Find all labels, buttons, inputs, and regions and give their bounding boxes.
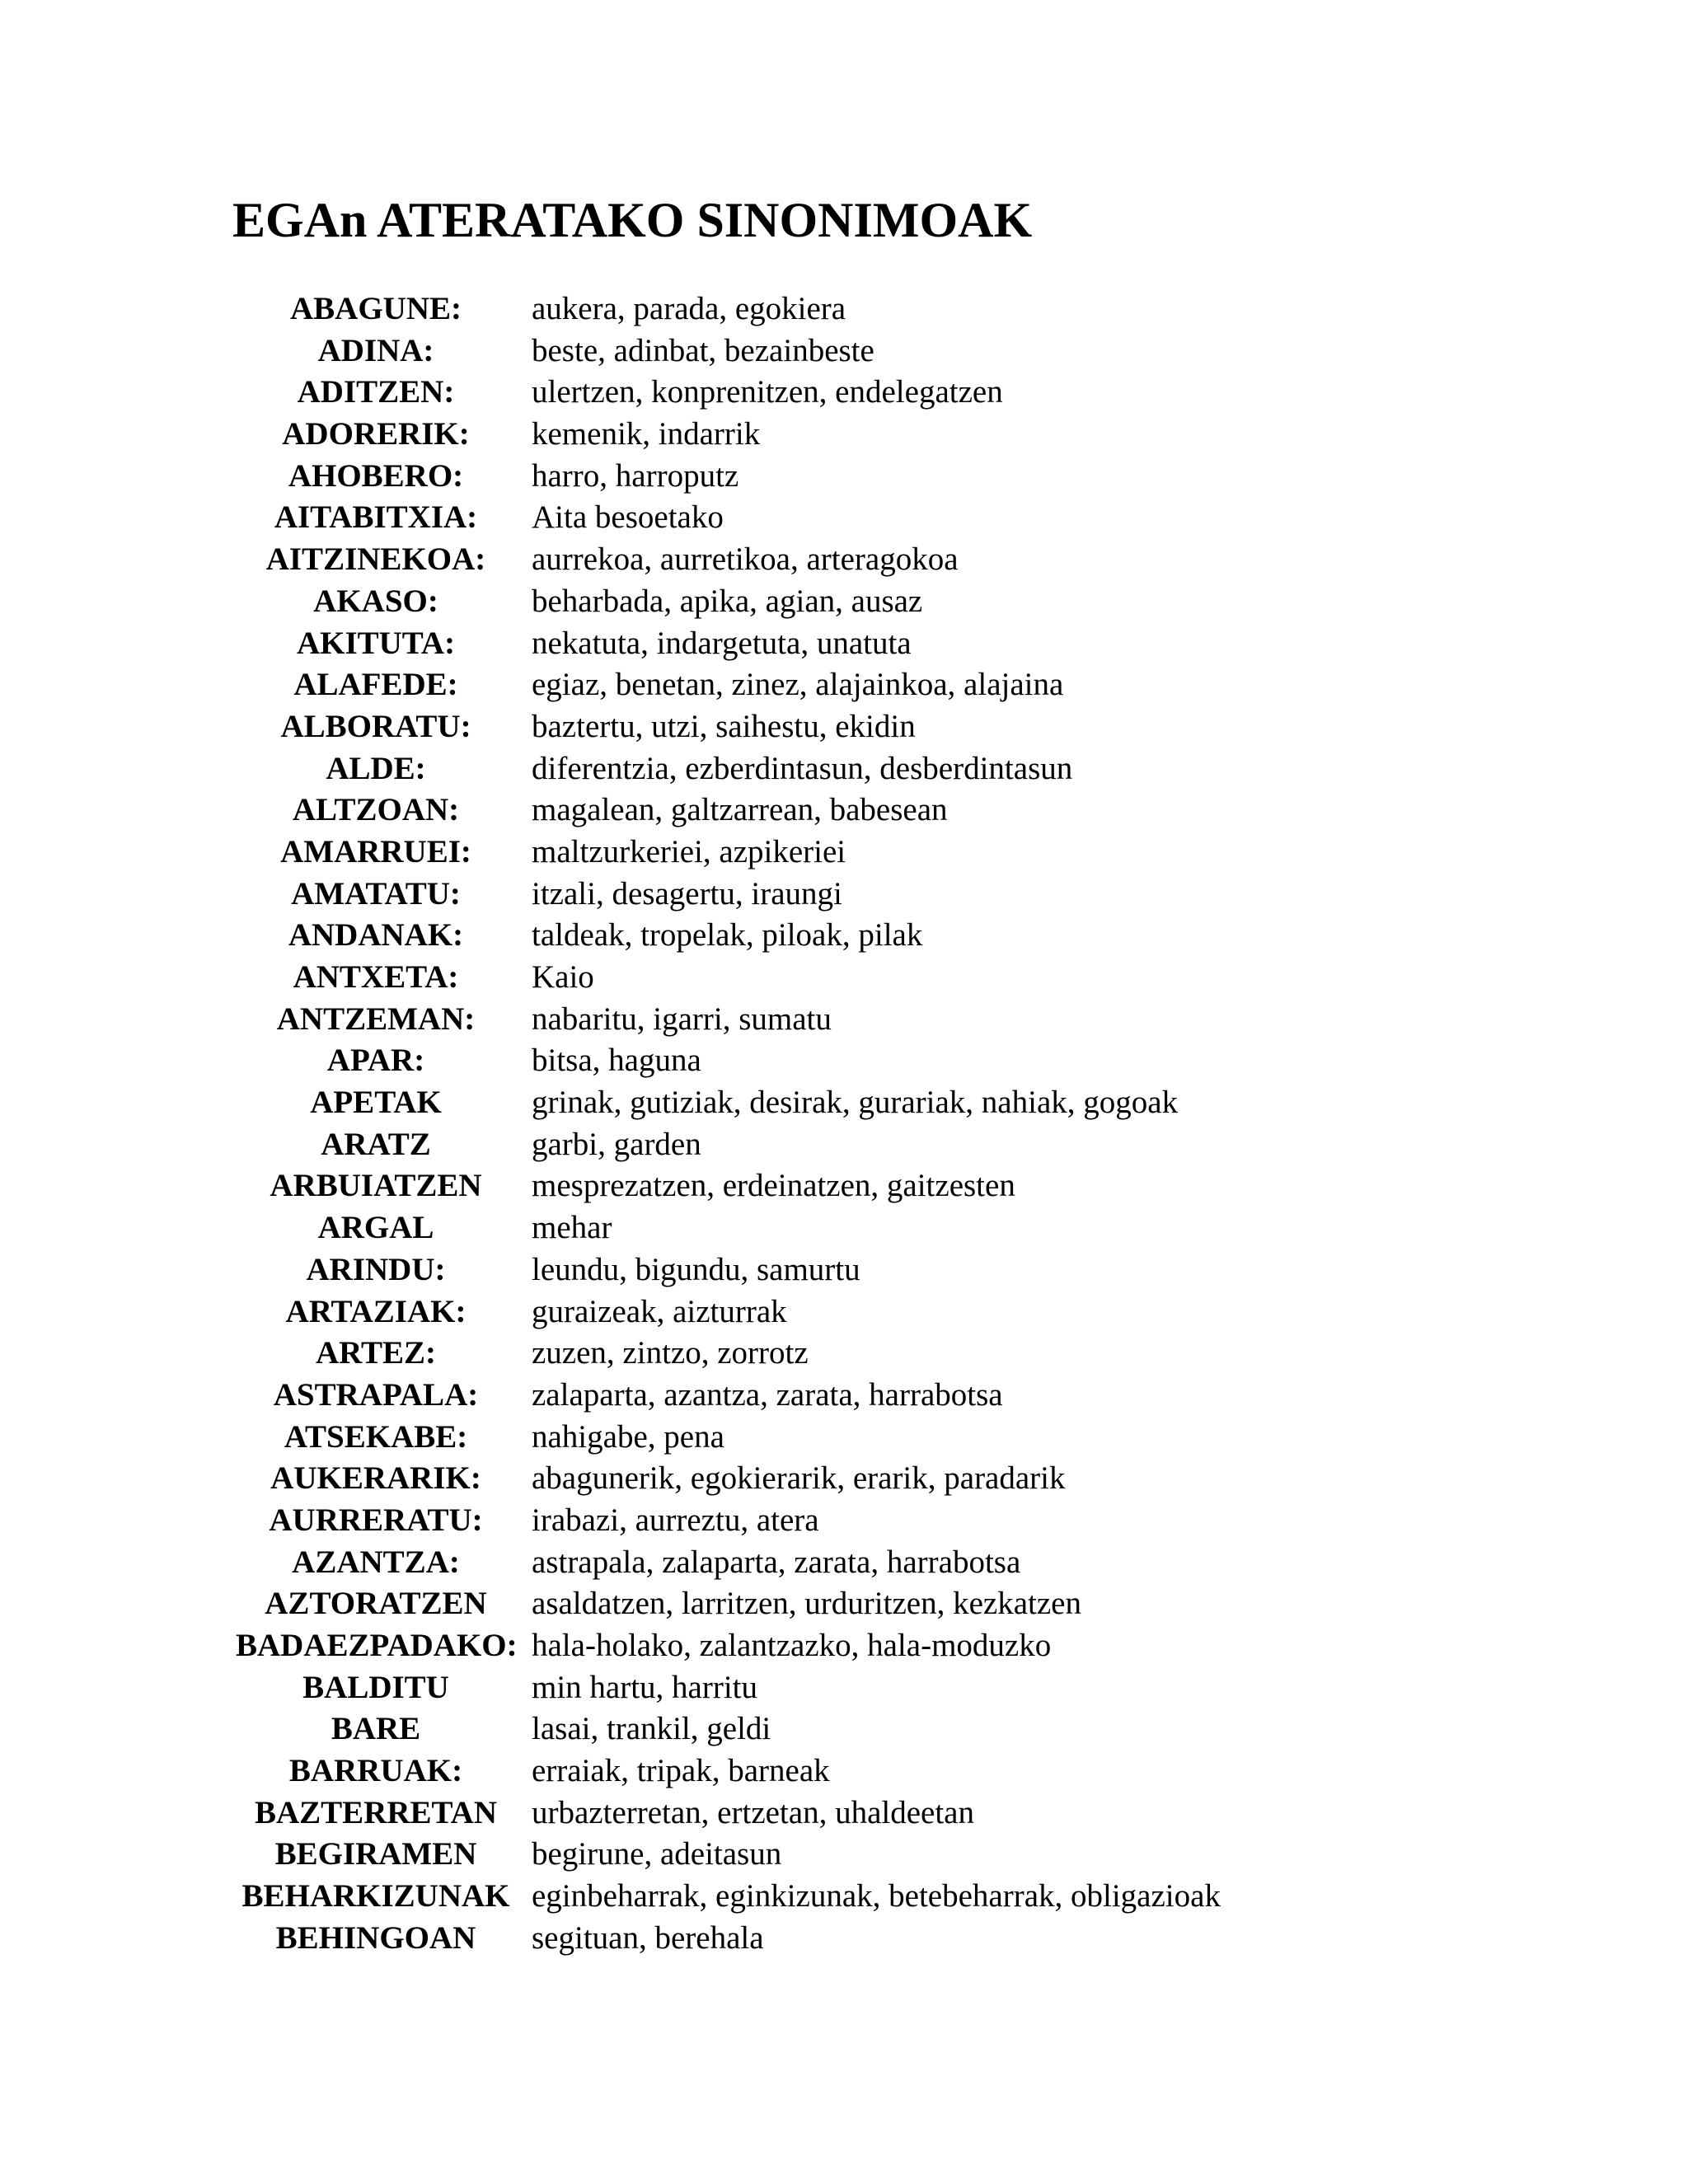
entry-term: ARATZ xyxy=(321,1126,431,1162)
entry-term: ADORERIK: xyxy=(282,416,470,452)
entry-synonyms: magalean, galtzarrean, babesean xyxy=(532,792,948,828)
list-item xyxy=(0,1625,1688,1667)
synonym-list xyxy=(0,288,1688,1960)
entry-synonyms: erraiak, tripak, barneak xyxy=(532,1753,830,1789)
list-item xyxy=(0,790,1688,832)
entry-term: AKITUTA: xyxy=(296,625,456,661)
entry-term: APETAK xyxy=(310,1085,442,1121)
entry-term: BAZTERRETAN xyxy=(254,1794,497,1830)
list-item xyxy=(0,1040,1688,1082)
list-item xyxy=(0,330,1688,373)
entry-term: BEHARKIZUNAK xyxy=(241,1878,510,1915)
entry-synonyms: leundu, bigundu, samurtu xyxy=(532,1251,860,1287)
entry-synonyms: nekatuta, indargetuta, unatuta xyxy=(532,625,912,661)
entry-term: ARBUIATZEN xyxy=(270,1168,482,1204)
entry-term: APAR: xyxy=(326,1043,425,1079)
list-item xyxy=(0,1542,1688,1584)
list-item xyxy=(0,1249,1688,1291)
entry-synonyms: beharbada, apika, agian, ausaz xyxy=(532,583,923,619)
entry-term: ABAGUNE: xyxy=(289,291,462,326)
list-item xyxy=(0,497,1688,539)
entry-term: AKASO: xyxy=(313,583,438,619)
entry-term: AMARRUEI: xyxy=(280,833,471,869)
page-title: EGAn ATERATAKO SINONIMOAK xyxy=(232,193,1033,247)
entry-term: ADINA: xyxy=(317,332,434,368)
entry-term: AITABITXIA: xyxy=(274,499,478,536)
list-item xyxy=(0,1333,1688,1375)
entry-term: ASTRAPALA: xyxy=(273,1376,479,1413)
list-item xyxy=(0,1793,1688,1835)
entry-synonyms: mehar xyxy=(532,1210,612,1246)
entry-synonyms: baztertu, utzi, saihestu, ekidin xyxy=(532,708,916,744)
entry-synonyms: min hartu, harritu xyxy=(532,1669,758,1705)
list-item xyxy=(0,1583,1688,1625)
entry-term: AZANTZA: xyxy=(292,1544,460,1580)
entry-synonyms: zalaparta, azantza, zarata, harrabotsa xyxy=(532,1376,1003,1413)
entry-synonyms: maltzurkeriei, azpikeriei xyxy=(532,833,846,869)
list-item xyxy=(0,1291,1688,1333)
entry-synonyms: astrapala, zalaparta, zarata, harrabotsa xyxy=(532,1544,1021,1580)
entry-synonyms: beste, adinbat, bezainbeste xyxy=(532,332,874,368)
entry-term: AHOBERO: xyxy=(288,457,464,494)
entry-term: ALTZOAN: xyxy=(292,792,460,828)
list-item xyxy=(0,1124,1688,1166)
entry-term: ARTEZ: xyxy=(316,1335,436,1371)
entry-term: ALDE: xyxy=(326,750,426,786)
entry-term: AITZINEKOA: xyxy=(265,541,486,578)
entry-term: ATSEKABE: xyxy=(284,1418,468,1455)
entry-synonyms: egiaz, benetan, zinez, alajainkoa, alajaina xyxy=(532,667,1064,703)
entry-term: ADITZEN: xyxy=(297,374,455,410)
list-item xyxy=(0,1876,1688,1918)
entry-term: AZTORATZEN xyxy=(265,1586,487,1622)
list-item xyxy=(0,414,1688,456)
list-item xyxy=(0,999,1688,1041)
entry-synonyms: eginbeharrak, eginkizunak, betebeharrak, obligazioak xyxy=(532,1878,1221,1915)
entry-synonyms: grinak, gutiziak, desirak, gurariak, nahiak, gogoak xyxy=(532,1085,1179,1121)
list-item xyxy=(0,288,1688,330)
list-item xyxy=(0,874,1688,916)
entry-term: AUKERARIK: xyxy=(270,1460,481,1497)
entry-term: AMATATU: xyxy=(291,875,461,912)
entry-term: ANTZEMAN: xyxy=(276,1001,476,1037)
entry-term: ALAFEDE: xyxy=(293,667,458,703)
entry-term: ARGAL xyxy=(317,1210,434,1246)
entry-synonyms: Aita besoetako xyxy=(532,499,724,536)
list-item xyxy=(0,1918,1688,1960)
entry-term: AURRERATU: xyxy=(269,1502,483,1538)
entry-synonyms: begirune, adeitasun xyxy=(532,1836,782,1872)
list-item xyxy=(0,623,1688,665)
entry-synonyms: abagunerik, egokierarik, erarik, paradarik xyxy=(532,1460,1066,1497)
list-item xyxy=(0,1082,1688,1124)
list-item xyxy=(0,1165,1688,1207)
entry-synonyms: irabazi, aurreztu, atera xyxy=(532,1502,819,1538)
entry-term: ALBORATU: xyxy=(280,708,471,744)
entry-synonyms: aukera, parada, egokiera xyxy=(532,291,846,326)
entry-synonyms: aurrekoa, aurretikoa, arteragokoa xyxy=(532,541,959,578)
entry-synonyms: zuzen, zintzo, zorrotz xyxy=(532,1335,809,1371)
entry-term: ARINDU: xyxy=(306,1251,446,1287)
entry-synonyms: hala-holako, zalantzazko, hala-moduzko xyxy=(532,1628,1052,1663)
list-item xyxy=(0,1667,1688,1709)
list-item xyxy=(0,664,1688,706)
entry-synonyms: mesprezatzen, erdeinatzen, gaitzesten xyxy=(532,1168,1015,1204)
list-item xyxy=(0,539,1688,581)
entry-synonyms: urbazterretan, ertzetan, uhaldeetan xyxy=(532,1794,974,1830)
list-item xyxy=(0,1750,1688,1793)
entry-term: BEHINGOAN xyxy=(275,1919,476,1956)
entry-synonyms: harro, harroputz xyxy=(532,457,739,494)
entry-term: BALDITU xyxy=(302,1669,449,1705)
entry-synonyms: taldeak, tropelak, piloak, pilak xyxy=(532,917,923,954)
list-item xyxy=(0,1834,1688,1876)
entry-synonyms: kemenik, indarrik xyxy=(532,416,761,452)
list-item xyxy=(0,1708,1688,1750)
list-item xyxy=(0,581,1688,623)
entry-synonyms: lasai, trankil, geldi xyxy=(532,1711,771,1747)
entry-synonyms: ulertzen, konprenitzen, endelegatzen xyxy=(532,374,1003,410)
list-item xyxy=(0,957,1688,999)
entry-synonyms: bitsa, haguna xyxy=(532,1043,701,1079)
entry-term: BARE xyxy=(331,1711,421,1747)
list-item xyxy=(0,1417,1688,1459)
list-item xyxy=(0,1458,1688,1500)
entry-synonyms: nabaritu, igarri, sumatu xyxy=(532,1001,832,1037)
entry-synonyms: itzali, desagertu, iraungi xyxy=(532,875,842,912)
entry-term: BADAEZPADAKO: xyxy=(236,1628,518,1663)
list-item xyxy=(0,915,1688,957)
entry-synonyms: garbi, garden xyxy=(532,1126,701,1162)
list-item xyxy=(0,1500,1688,1542)
entry-term: ANTXETA: xyxy=(293,959,459,995)
list-item xyxy=(0,832,1688,874)
entry-synonyms: segituan, berehala xyxy=(532,1919,764,1956)
entry-term: ANDANAK: xyxy=(288,917,464,954)
list-item xyxy=(0,1207,1688,1249)
list-item xyxy=(0,372,1688,414)
entry-synonyms: diferentzia, ezberdintasun, desberdintasun xyxy=(532,750,1073,786)
entry-synonyms: Kaio xyxy=(532,959,594,995)
entry-synonyms: asaldatzen, larritzen, urduritzen, kezkatzen xyxy=(532,1586,1081,1622)
list-item xyxy=(0,1375,1688,1417)
entry-term: BEGIRAMEN xyxy=(274,1836,477,1872)
entry-term: ARTAZIAK: xyxy=(285,1293,467,1329)
entry-synonyms: guraizeak, aizturrak xyxy=(532,1293,787,1329)
entry-synonyms: nahigabe, pena xyxy=(532,1418,724,1455)
list-item xyxy=(0,748,1688,790)
entry-term: BARRUAK: xyxy=(288,1753,463,1789)
list-item xyxy=(0,706,1688,748)
list-item xyxy=(0,456,1688,498)
